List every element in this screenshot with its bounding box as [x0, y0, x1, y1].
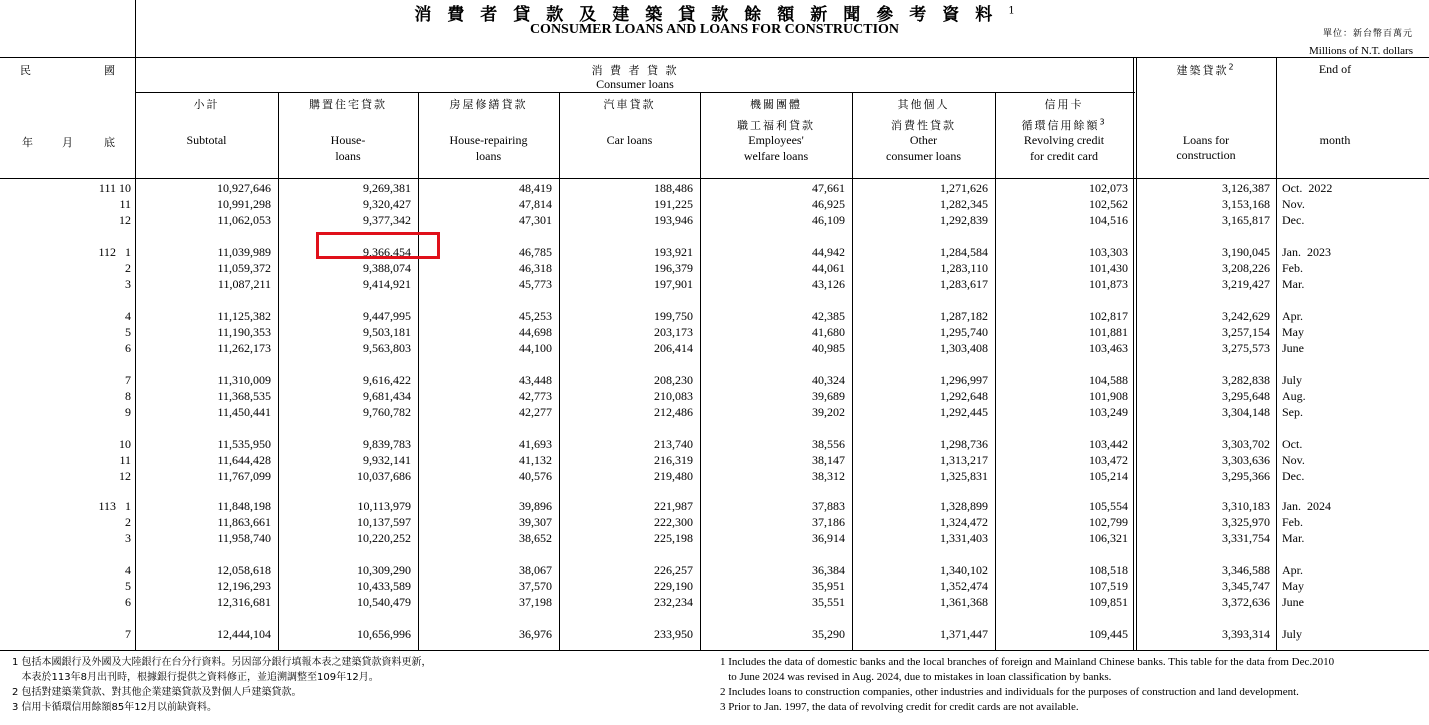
cell-value: 3,295,648 [1222, 389, 1270, 403]
cell-value: 1,287,182 [940, 309, 988, 323]
cell-value: 193,921 [654, 245, 693, 259]
cell-value: 10,656,996 [357, 627, 411, 641]
cell-value: 46,318 [519, 261, 552, 275]
cell-value: 38,147 [812, 453, 845, 467]
cell-value: 11,368,535 [217, 389, 271, 403]
cell-value: 3,219,427 [1222, 277, 1270, 291]
cell-value: 9,563,803 [363, 341, 411, 355]
endof-header-1: End of [1318, 62, 1352, 76]
footnote-en-1b: to June 2024 was revised in Aug. 2024, due to mistakes in loan classification by banks. [720, 671, 1112, 683]
consumer-group-zh: 消 費 者 貸 款 [591, 64, 679, 77]
cell-value: 3,242,629 [1222, 309, 1270, 323]
cell-value: 37,186 [812, 515, 845, 529]
col-header-zh: 房屋修繕貸款 [449, 98, 528, 111]
cell-value: 38,312 [812, 469, 845, 483]
row-month: 11 [119, 453, 131, 467]
table-top-rule [0, 57, 1429, 58]
cell-value: 1,284,584 [940, 245, 988, 259]
row-month-en: Sep. [1282, 405, 1303, 419]
cell-value: 109,445 [1089, 627, 1128, 641]
cell-value: 39,307 [519, 515, 552, 529]
col-header-en1: Subtotal [186, 133, 227, 147]
row-month-en: July [1282, 627, 1303, 641]
cell-value: 3,346,588 [1222, 563, 1270, 577]
row-month-en: Oct. [1282, 437, 1303, 451]
cell-value: 213,740 [654, 437, 693, 451]
cell-value: 11,535,950 [217, 437, 271, 451]
col-header-en1: Employees' [748, 133, 804, 147]
cell-value: 210,083 [654, 389, 693, 403]
footnotes-zh [12, 655, 702, 715]
cell-value: 1,352,474 [940, 579, 988, 593]
row-month: 6 [125, 341, 131, 355]
cell-value: 3,257,154 [1222, 325, 1270, 339]
cell-value: 42,277 [519, 405, 552, 419]
cell-value: 46,109 [812, 213, 845, 227]
cell-value: 103,249 [1089, 405, 1128, 419]
cell-value: 11,062,053 [217, 213, 271, 227]
col-header-en2: for credit card [1030, 149, 1098, 163]
cell-value: 9,932,141 [363, 453, 411, 467]
cell-value: 11,848,198 [217, 499, 271, 513]
cell-value: 9,503,181 [363, 325, 411, 339]
col-header-zh: 機關團體 [750, 98, 802, 111]
period-zh-month: 月 [62, 136, 75, 149]
cell-value: 222,300 [654, 515, 693, 529]
cell-value: 37,883 [812, 499, 845, 513]
footnotes-en [720, 655, 1420, 715]
row-month-en: Aug. [1282, 389, 1306, 403]
row-month: 7 [125, 373, 131, 387]
cell-value: 1,283,617 [940, 277, 988, 291]
cell-value: 203,173 [654, 325, 693, 339]
cell-value: 1,371,447 [940, 627, 988, 641]
cell-value: 199,750 [654, 309, 693, 323]
cell-value: 1,282,345 [940, 197, 988, 211]
cell-value: 41,693 [519, 437, 552, 451]
consumer-group-en: Consumer loans [596, 77, 674, 91]
cell-value: 105,214 [1089, 469, 1128, 483]
cell-value: 1,295,740 [940, 325, 988, 339]
row-month-en: June [1282, 595, 1304, 609]
period-zh-end: 底 [104, 136, 117, 149]
col-divider [278, 92, 279, 650]
cell-value: 11,059,372 [217, 261, 271, 275]
row-month: 8 [125, 389, 131, 403]
row-month: 11 [119, 197, 131, 211]
col-header-zh2: 職工福利貸款 [737, 119, 815, 132]
row-month: 2 [125, 515, 131, 529]
cell-value: 11,190,353 [217, 325, 271, 339]
cell-value: 212,486 [654, 405, 693, 419]
cell-value: 1,303,408 [940, 341, 988, 355]
cell-value: 40,985 [812, 341, 845, 355]
cell-value: 9,839,783 [363, 437, 411, 451]
cell-value: 9,447,995 [363, 309, 411, 323]
footnote-en-3: 3 Prior to Jan. 1997, the data of revolving credit for credit cards are not available. [720, 701, 1079, 713]
cell-value: 108,518 [1089, 563, 1128, 577]
cell-value: 9,616,422 [363, 373, 411, 387]
row-month: 4 [125, 563, 131, 577]
row-month-en: Nov. [1282, 197, 1305, 211]
cell-value: 46,925 [812, 197, 845, 211]
row-month: 9 [125, 405, 131, 419]
row-month-en: Dec. [1282, 213, 1305, 227]
highlight-box [316, 232, 440, 259]
cell-value: 1,328,899 [940, 499, 988, 513]
cell-value: 9,760,782 [363, 405, 411, 419]
cell-value: 101,430 [1089, 261, 1128, 275]
cell-value: 3,304,148 [1222, 405, 1270, 419]
row-month: 5 [125, 325, 131, 339]
cell-value: 193,946 [654, 213, 693, 227]
cell-value: 39,689 [812, 389, 845, 403]
cell-value: 219,480 [654, 469, 693, 483]
cell-value: 104,516 [1089, 213, 1128, 227]
cell-value: 43,448 [519, 373, 552, 387]
row-month: 7 [125, 627, 131, 641]
cell-value: 3,331,754 [1222, 531, 1270, 545]
header-bottom-rule [0, 178, 1429, 179]
cell-value: 10,540,479 [357, 595, 411, 609]
cell-value: 9,377,342 [363, 213, 411, 227]
cell-value: 3,190,045 [1222, 245, 1270, 259]
row-month: 12 [119, 469, 131, 483]
row-month-en: June [1282, 341, 1304, 355]
row-month-en: Jan. 2023 [1282, 245, 1331, 259]
endof-header-2: month [1319, 133, 1351, 147]
cell-value: 1,271,626 [940, 181, 988, 195]
col-header-zh: 汽車貸款 [603, 98, 656, 111]
construction-header-en-2: construction [1176, 148, 1236, 162]
row-month-en: Mar. [1282, 277, 1305, 291]
row-month: 10 [119, 437, 131, 451]
cell-value: 9,320,427 [363, 197, 411, 211]
row-year: 113 [98, 499, 116, 513]
cell-value: 11,039,989 [217, 245, 271, 259]
cell-value: 11,087,211 [217, 277, 271, 291]
col-divider [852, 92, 853, 650]
cell-value: 11,262,173 [217, 341, 271, 355]
cell-value: 35,551 [812, 595, 845, 609]
cell-value: 3,153,168 [1222, 197, 1270, 211]
period-zh-year: 年 [22, 136, 35, 149]
footnote-zh-2: 2 包括對建築業貸款、對其他企業建築貸款及對個人戶建築貸款。 [12, 687, 302, 698]
cell-value: 109,851 [1089, 595, 1128, 609]
cell-value: 101,873 [1089, 277, 1128, 291]
col-header-en1: Car loans [606, 133, 653, 147]
col-header-zh: 信用卡 [1044, 98, 1084, 111]
cell-value: 208,230 [654, 373, 693, 387]
cell-value: 226,257 [654, 563, 693, 577]
cell-value: 36,914 [812, 531, 845, 545]
cell-value: 36,976 [519, 627, 552, 641]
col-divider [995, 92, 996, 650]
row-month-en: July [1282, 373, 1303, 387]
cell-value: 3,126,387 [1222, 181, 1270, 195]
row-month: 2 [125, 261, 131, 275]
cell-value: 40,576 [519, 469, 552, 483]
cell-value: 10,309,290 [357, 563, 411, 577]
table-bottom-rule [0, 650, 1429, 651]
title-en: CONSUMER LOANS AND LOANS FOR CONSTRUCTION [529, 22, 900, 37]
period-zh-top-2: 國 [104, 64, 117, 77]
row-month: 10 [119, 181, 131, 195]
cell-value: 35,290 [812, 627, 845, 641]
col-header-zh: 其他個人 [897, 98, 950, 111]
cell-value: 11,125,382 [217, 309, 271, 323]
col-header-zh2-sup: 3 [1099, 117, 1107, 127]
cell-value: 102,562 [1089, 197, 1128, 211]
cell-value: 9,269,381 [363, 181, 411, 195]
footnote-zh-1: 1 包括本國銀行及外國及大陸銀行在台分行資料。另因部分銀行填報本表之建築貸款資料更新， [12, 657, 432, 668]
row-year: 111 [98, 181, 116, 195]
row-month-en: Apr. [1282, 309, 1303, 323]
cell-value: 12,196,293 [217, 579, 271, 593]
cell-value: 10,113,979 [357, 499, 411, 513]
cell-value: 225,198 [654, 531, 693, 545]
row-month-en: Mar. [1282, 531, 1305, 545]
cell-value: 1,283,110 [940, 261, 988, 275]
unit-label [1309, 26, 1413, 60]
row-month-en: Oct. 2022 [1282, 181, 1333, 195]
cell-value: 3,393,314 [1222, 627, 1270, 641]
cell-value: 3,372,636 [1222, 595, 1270, 609]
cell-value: 10,137,597 [357, 515, 411, 529]
row-month-en: May [1282, 579, 1304, 593]
cell-value: 229,190 [654, 579, 693, 593]
col-header-en1: House-repairing [449, 133, 528, 147]
cell-value: 39,896 [519, 499, 552, 513]
footnote-zh-3: 3 信用卡循環信用餘額85年12月以前缺資料。 [12, 702, 217, 713]
cell-value: 233,950 [654, 627, 693, 641]
cell-value: 191,225 [654, 197, 693, 211]
cell-value: 42,385 [812, 309, 845, 323]
cell-value: 1,324,472 [940, 515, 988, 529]
cell-value: 103,463 [1089, 341, 1128, 355]
col-header-zh2 [995, 117, 1133, 133]
cell-value: 45,253 [519, 309, 552, 323]
col-header-zh: 小計 [193, 98, 220, 111]
row-month: 12 [119, 213, 131, 227]
cell-value: 44,942 [812, 245, 845, 259]
cell-value: 3,303,636 [1222, 453, 1270, 467]
col-header-en2: welfare loans [743, 149, 809, 163]
cell-value: 10,433,589 [357, 579, 411, 593]
cell-value: 11,450,441 [217, 405, 271, 419]
cell-value: 106,321 [1089, 531, 1128, 545]
col-divider [559, 92, 560, 650]
cell-value: 9,388,074 [363, 261, 411, 275]
cell-value: 48,419 [519, 181, 552, 195]
cell-value: 1,292,648 [940, 389, 988, 403]
cell-value: 196,379 [654, 261, 693, 275]
cell-value: 1,313,217 [940, 453, 988, 467]
cell-value: 44,698 [519, 325, 552, 339]
cell-value: 3,282,838 [1222, 373, 1270, 387]
cell-value: 102,073 [1089, 181, 1128, 195]
cell-value: 102,817 [1089, 309, 1128, 323]
footnote-en-1: 1 Includes the data of domestic banks and the local branches of foreign and Mainland Chinese banks. This table for the data from Dec.2010 [720, 656, 1335, 668]
cell-value: 3,345,747 [1222, 579, 1270, 593]
row-month-en: Feb. [1282, 261, 1303, 275]
cell-value: 12,316,681 [217, 595, 271, 609]
cell-value: 1,296,997 [940, 373, 988, 387]
construction-header-en-1: Loans for [1182, 133, 1230, 147]
row-month-en: May [1282, 325, 1304, 339]
cell-value: 10,220,252 [357, 531, 411, 545]
row-month-en: Jan. 2024 [1282, 499, 1331, 513]
row-month: 4 [125, 309, 131, 323]
cell-value: 232,234 [654, 595, 693, 609]
cell-value: 39,202 [812, 405, 845, 419]
cell-value: 40,324 [812, 373, 845, 387]
title-zh: 消費者貸款及建築貸款餘額新聞參考資料$^1$ [414, 5, 1015, 25]
cell-value: 9,414,921 [363, 277, 411, 291]
row-month-en: Nov. [1282, 453, 1305, 467]
row-month-en: Feb. [1282, 515, 1303, 529]
cell-value: 1,340,102 [940, 563, 988, 577]
cell-value: 3,208,226 [1222, 261, 1270, 275]
cell-value: 41,132 [519, 453, 552, 467]
cell-value: 105,554 [1089, 499, 1128, 513]
cell-value: 46,785 [519, 245, 552, 259]
cell-value: 1,292,839 [940, 213, 988, 227]
cell-value: 44,100 [519, 341, 552, 355]
cell-value: 1,361,368 [940, 595, 988, 609]
cell-value: 1,331,403 [940, 531, 988, 545]
cell-value: 9,366,454 [363, 245, 411, 259]
cell-value: 101,881 [1089, 325, 1128, 339]
row-month: 1 [125, 245, 131, 259]
cell-value: 104,588 [1089, 373, 1128, 387]
cell-value: 44,061 [812, 261, 845, 275]
cell-value: 9,681,434 [363, 389, 411, 403]
cell-value: 12,058,618 [217, 563, 271, 577]
cell-value: 42,773 [519, 389, 552, 403]
period-zh-top-1: 民 [20, 64, 33, 77]
cell-value: 11,958,740 [217, 531, 271, 545]
col-divider [700, 92, 701, 650]
cell-value: 45,773 [519, 277, 552, 291]
row-month: 3 [125, 531, 131, 545]
cell-value: 36,384 [812, 563, 845, 577]
col-header-en2: loans [335, 149, 361, 163]
cell-value: 10,991,298 [217, 197, 271, 211]
col-divider [418, 92, 419, 650]
cell-value: 3,303,702 [1222, 437, 1270, 451]
cell-value: 47,301 [519, 213, 552, 227]
cell-value: 3,165,817 [1222, 213, 1270, 227]
cell-value: 1,298,736 [940, 437, 988, 451]
cell-value: 10,037,686 [357, 469, 411, 483]
cell-value: 221,987 [654, 499, 693, 513]
cell-value: 188,486 [654, 181, 693, 195]
cell-value: 103,472 [1089, 453, 1128, 467]
cell-value: 38,652 [519, 531, 552, 545]
cell-value: 3,310,183 [1222, 499, 1270, 513]
cell-value: 38,067 [519, 563, 552, 577]
row-month: 6 [125, 595, 131, 609]
row-month: 3 [125, 277, 131, 291]
cell-value: 38,556 [812, 437, 845, 451]
cell-value: 103,442 [1089, 437, 1128, 451]
col-header-zh2-text: 循環信用餘額 [1021, 119, 1100, 132]
cell-value: 47,661 [812, 181, 845, 195]
cell-value: 107,519 [1089, 579, 1128, 593]
cell-value: 102,799 [1089, 515, 1128, 529]
unit-en: Millions of N.T. dollars [1309, 45, 1413, 57]
col-header-zh: 購置住宅貸款 [309, 98, 387, 111]
cell-value: 197,901 [654, 277, 693, 291]
cell-value: 47,814 [519, 197, 552, 211]
col-header-en2: consumer loans [886, 149, 961, 163]
cell-value: 37,198 [519, 595, 552, 609]
construction-header-zh: 建築貸款$^2$ [1176, 62, 1236, 77]
col-header-en1: Revolving credit [1023, 133, 1105, 147]
cell-value: 206,414 [654, 341, 693, 355]
cell-value: 3,275,573 [1222, 341, 1270, 355]
unit-zh: 單位：新台幣百萬元 [1322, 29, 1413, 39]
row-month: 5 [125, 579, 131, 593]
cell-value: 1,292,445 [940, 405, 988, 419]
cell-value: 3,325,970 [1222, 515, 1270, 529]
cell-value: 1,325,831 [940, 469, 988, 483]
footnote-zh-1b: 本表於113年8月出刊時，根據銀行提供之資料修正，並追溯調整至109年12月。 [12, 672, 379, 683]
footnote-en-2: 2 Includes loans to construction companies, other industries and individuals for the purposes of construction and land development. [720, 686, 1299, 698]
cell-value: 3,295,366 [1222, 469, 1270, 483]
cell-value: 216,319 [654, 453, 693, 467]
col-divider [1133, 57, 1134, 650]
cell-value: 35,951 [812, 579, 845, 593]
cell-value: 10,927,646 [217, 181, 271, 195]
row-month-en: Apr. [1282, 563, 1303, 577]
cell-value: 101,908 [1089, 389, 1128, 403]
cell-value: 103,303 [1089, 245, 1128, 259]
cell-value: 11,644,428 [217, 453, 271, 467]
cell-value: 43,126 [812, 277, 845, 291]
cell-value: 11,310,009 [217, 373, 271, 387]
cell-value: 11,863,661 [217, 515, 271, 529]
cell-value: 41,680 [812, 325, 845, 339]
cell-value: 11,767,099 [217, 469, 271, 483]
col-header-en1: Other [909, 133, 938, 147]
col-header-en2: loans [475, 149, 502, 163]
col-header-zh2: 消費性貸款 [891, 119, 956, 132]
cell-value: 37,570 [519, 579, 552, 593]
row-month-en: Dec. [1282, 469, 1305, 483]
row-year: 112 [98, 245, 116, 259]
cell-value: 12,444,104 [217, 627, 271, 641]
col-header-en1: House- [330, 133, 366, 147]
consumer-group-rule [135, 92, 1135, 93]
row-month: 1 [125, 499, 131, 513]
